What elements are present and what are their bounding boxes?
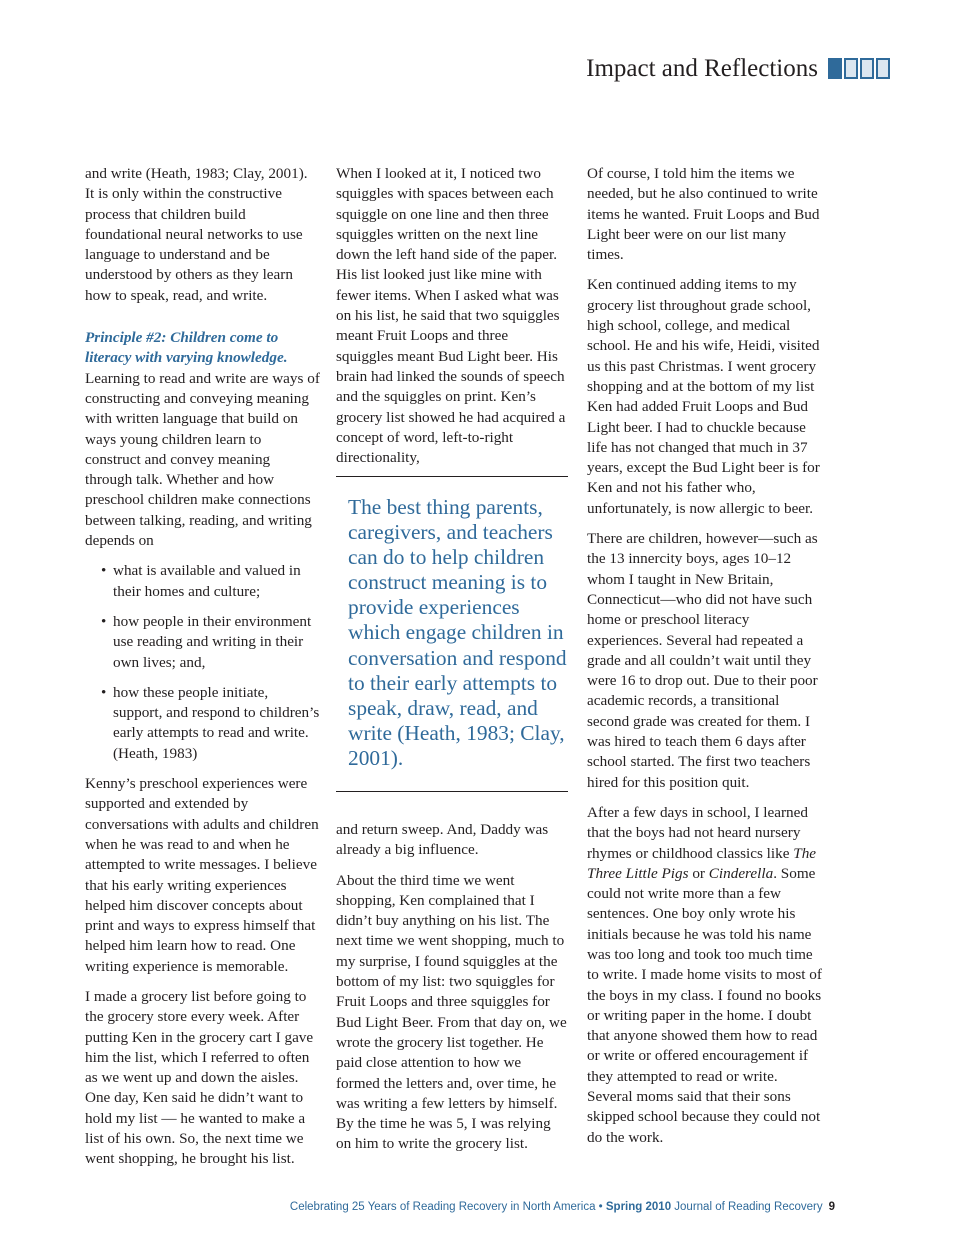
bullet-item: • how people in their environment use reading and writing in their own lives; and, [85, 612, 320, 673]
footer-text: Celebrating 25 Years of Reading Recovery in North America • [289, 1201, 606, 1213]
pull-quote [336, 476, 568, 792]
paragraph: and write (Heath, 1983; Clay, 2001). It is only within the constructive process that children build foundational neural networks to use language to understand and be understood by others as they learn how to speak, read, and write. [85, 165, 308, 304]
paragraph: Kenny’s preschool experiences were supported and extended by conversations with adults and children when he was read to and when he attempted to write messages. I believe that his early writing experiences helped him discover concepts about print and ways to express himself that helped him learn how to read. One writing experience is memorable. [85, 775, 319, 975]
footer-journal: Journal of Reading Recovery [671, 1201, 823, 1213]
principle-heading-text: Principle #2: Children come to literacy with varying knowledge. [85, 329, 288, 367]
square-4 [876, 58, 890, 79]
paragraph: I made a grocery list before going to the grocery store every week. After putting Ken in the grocery cart I gave him the list, which I referred to often as we went up and down the aisles. One day, Ken said he didn’t want to hold my list — he wanted to make a list of his own. So, the next time we went shopping, he brought his list. [85, 987, 314, 1168]
pull-quote-bottom-rule [336, 791, 568, 792]
bullet-list [85, 561, 320, 764]
paragraph: When I looked at it, I noticed two squiggles with spaces between each squiggle on one line and then three squiggles written on the next line down the left hand side of the paper. His list looked just like mine with fewer items. When I asked what was on his list, he said that two squiggles meant Fruit Loops and three squiggles meant Bud Light beer. His brain had linked the sounds of speech and the squiggles on print. Ken’s grocery list showed he had acquired a concept of word, left-to-right directionality, [336, 165, 566, 467]
paragraph [587, 803, 822, 1148]
pull-quote-text: The best thing parents, caregivers, and teachers can do to help children construct meaning is to provide experiences which engage children in conversation and respond to their early attempts to speak, draw, read, and write (Heath, 1983; Clay, 2001). [348, 495, 567, 770]
text-run: or [688, 864, 709, 882]
text-run: . Some could not write more than a few sentences. One boy only wrote his initials because he was told his name was too long and took too much time to write. I made home visits to most of the boys in my class. I found no books or writing paper in the home. I doubt that anyone showed them how to read or write or offered encouragement if they attempted to read or write. Several moms said that their sons skipped school because they could not do the work. [587, 864, 822, 1146]
paragraph: Ken continued adding items to my grocery list throughout grade school, high school, college, and medical school. He and his wife, Heidi, visited us this past Christmas. I went grocery shopping and at the bottom of my list Ken had added Fruit Loops and Bud Light beer. I had to chuckle because life has not changed that much in 37 years, except the Bud Light beer is for Ken and not his father who, unfortunately, is now allergic to beer. [587, 276, 820, 517]
paragraph: About the third time we went shopping, Ken complained that I didn’t buy anything on his list. The next time we went shopping, much to my surprise, I found squiggles at the bottom of my list: two squiggles for Fruit Loops and three squiggles for Bud Light Beer. From that day on, we wrote the grocery list together. He paid close attention to how we formed the letters and, over time, he was writing a few letters by himself. By the time he was 5, I was relying on him to write the grocery list. [336, 871, 567, 1153]
column-1 [85, 164, 320, 1180]
bullet-item: • what is available and valued in their homes and culture; [85, 561, 320, 602]
book-title: The Three Little Pigs [587, 844, 817, 882]
text-run: After a few days in school, I learned that the boys had not heard nursery rhymes or childhood classics like [587, 803, 808, 862]
section-squares-icon [828, 58, 890, 79]
paragraph: Learning to read and write are ways of constructing and conveying meaning with written language that build on ways young children learn to construct and convey meaning through talk. Whether and how preschool children make connections between talking, reading, and writing depends on [85, 369, 320, 550]
principle-heading [85, 328, 320, 369]
square-1 [828, 58, 842, 79]
square-3 [860, 58, 874, 79]
section-title: Impact and Reflections [586, 55, 818, 82]
paragraph: Of course, I told him the items we needed, but he also continued to write items he wanted. Fruit Loops and Bud Light beer were on our list many times. [587, 165, 820, 264]
footer-issue: Spring 2010 [605, 1201, 672, 1213]
column-2 [336, 164, 568, 478]
paragraph: and return sweep. And, Daddy was already a big influence. [336, 821, 549, 859]
page-footer [290, 1201, 835, 1213]
column-3 [587, 164, 822, 1158]
column-2-continued [336, 820, 568, 1165]
bullet-item: • how these people initiate, support, and respond to children’s early attempts to read and write. (Heath, 1983) [85, 683, 320, 764]
book-title: Cinderella [708, 864, 774, 882]
page-number: 9 [828, 1201, 835, 1213]
square-2 [844, 58, 858, 79]
paragraph: There are children, however—such as the 13 innercity boys, ages 10–12 whom I taught in New Britain, Connecticut—who did not have such home or preschool literacy experiences. Several had repeated a grade and all couldn’t wait until they were 16 to drop out. Due to their poor academic records, a transitional second grade was created for them. I was hired to teach them 6 days after school started. The first two teachers hired for this position quit. [587, 530, 818, 791]
